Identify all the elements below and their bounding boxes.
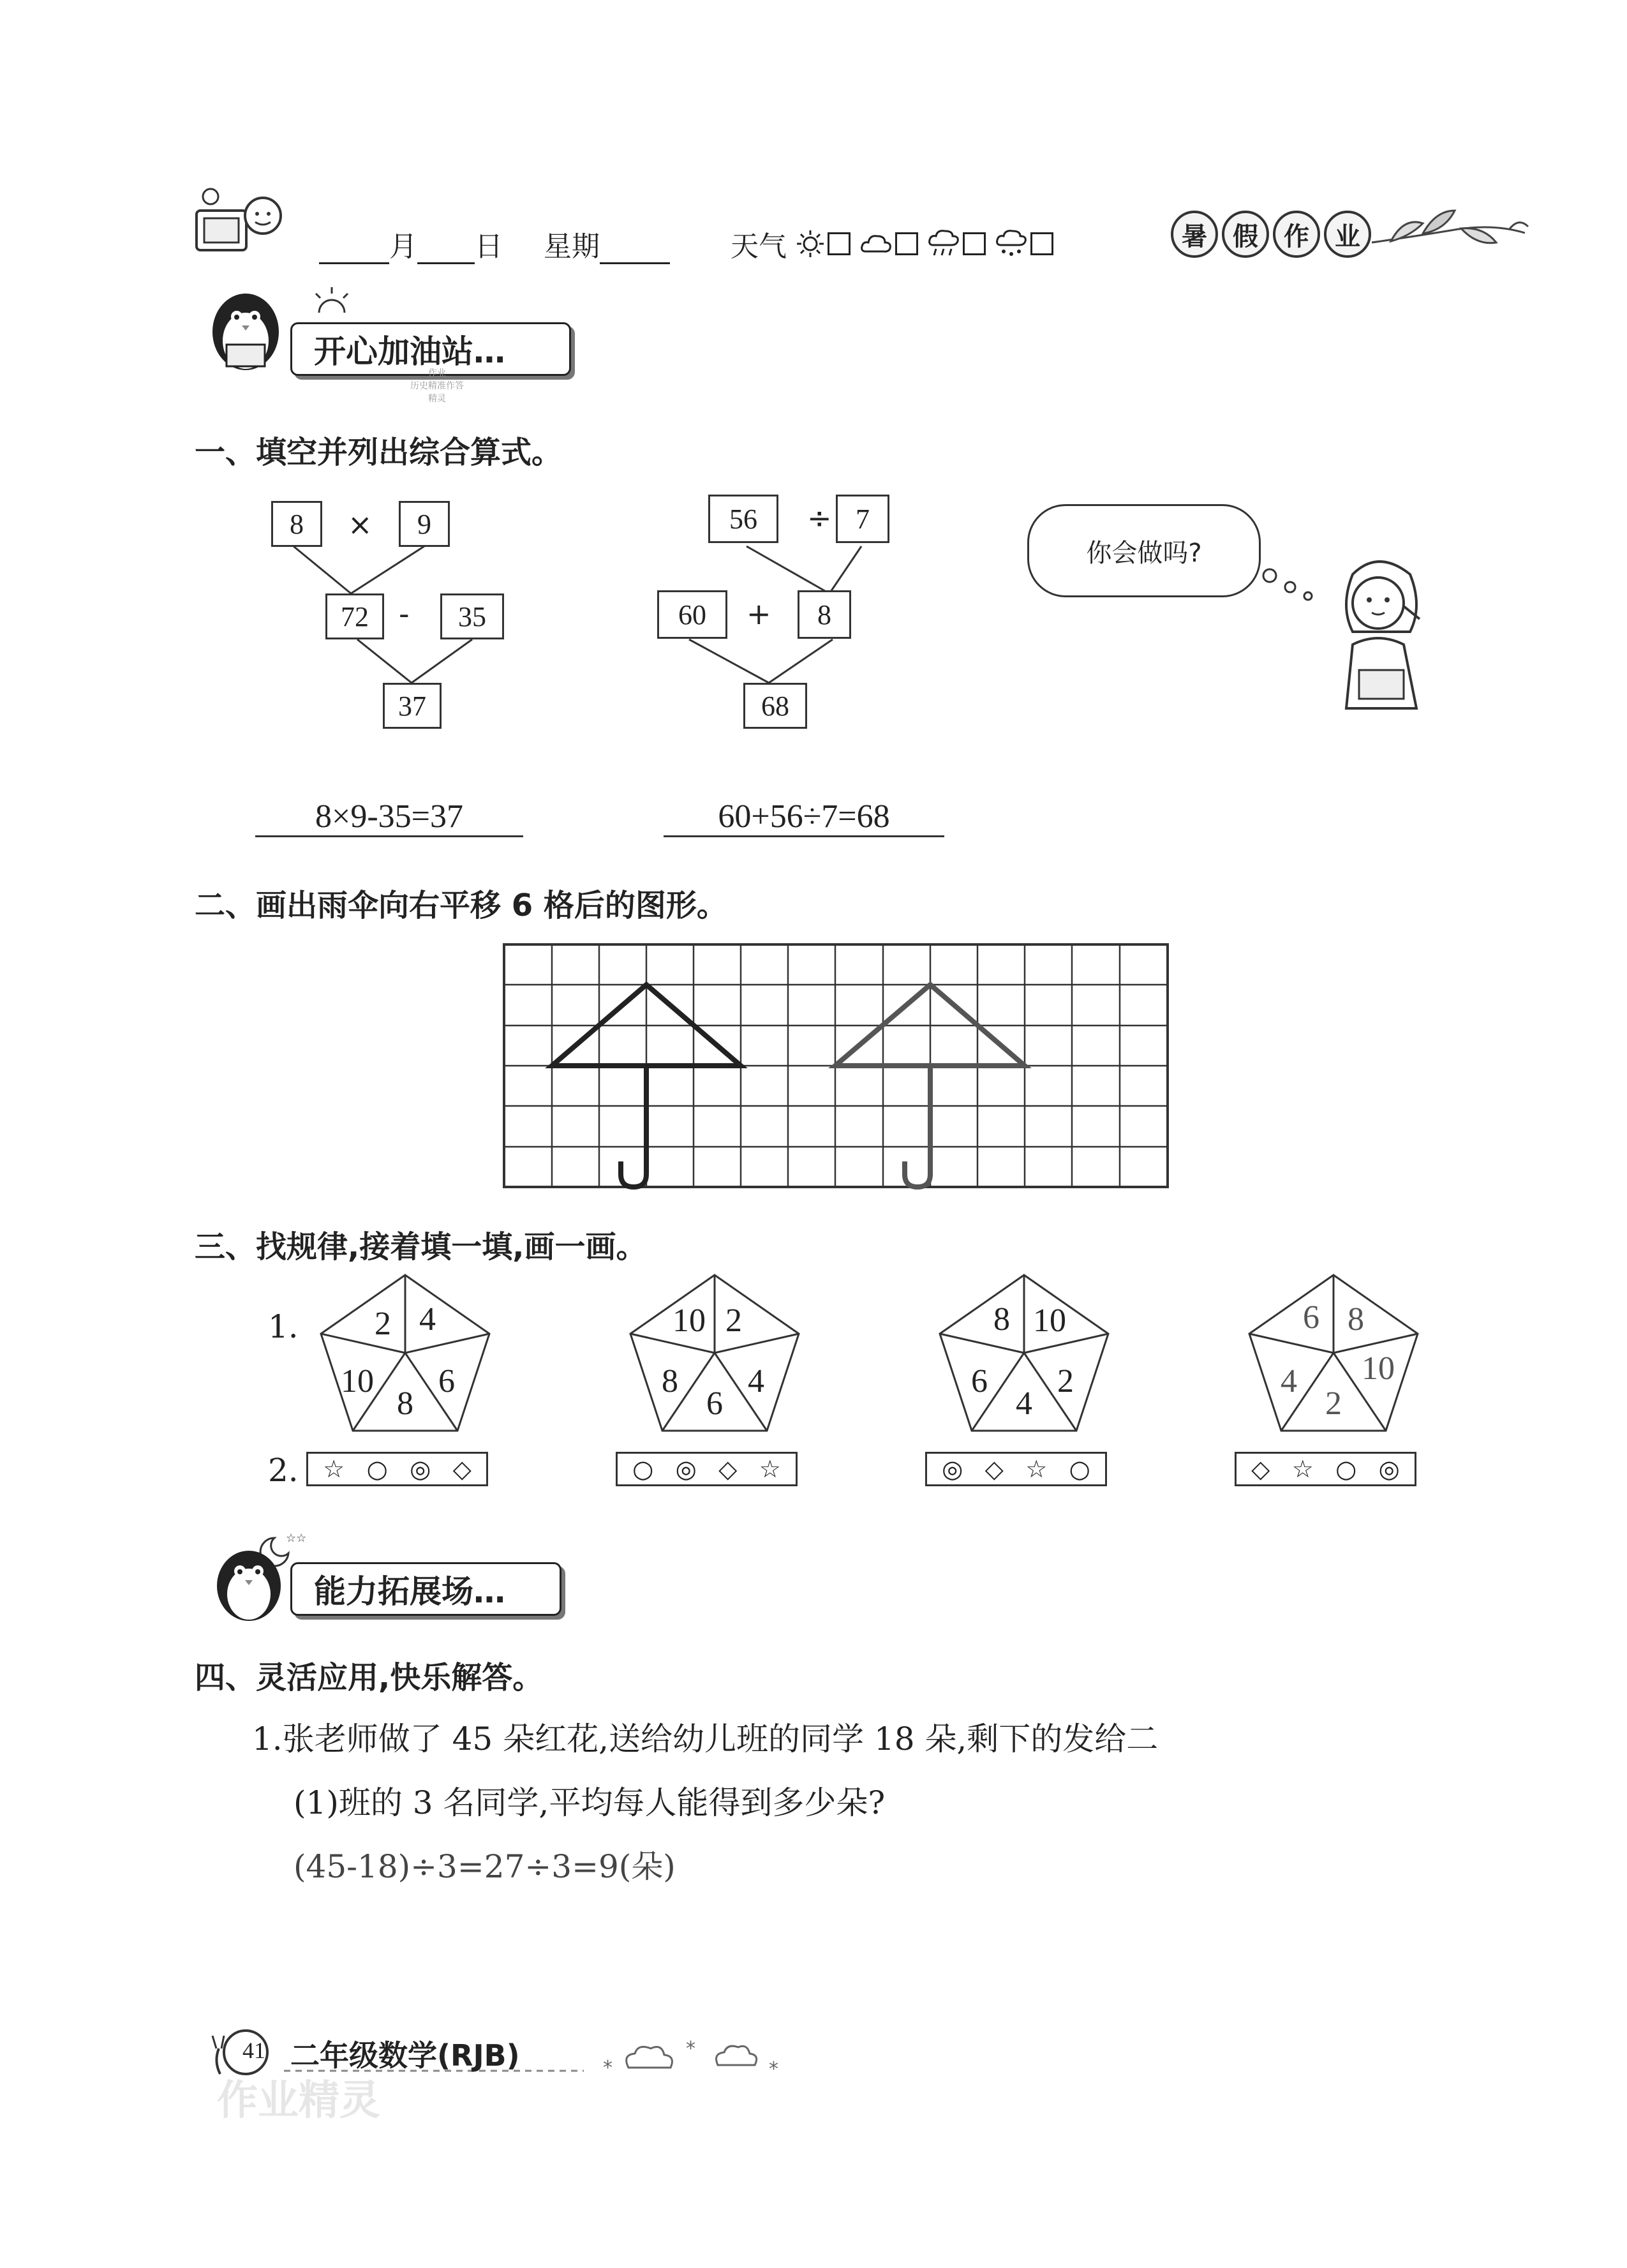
snow-checkbox[interactable] [1030, 232, 1053, 255]
svg-text:*: * [686, 2038, 695, 2060]
formula-answer[interactable]: 8×9-35=37 [255, 798, 523, 837]
pentagon-number[interactable]: 10 [1033, 1302, 1066, 1339]
shape-symbol: ◇ [984, 1455, 1004, 1483]
shape-symbol: ◇ [452, 1455, 472, 1483]
penguin-reading-mascot [207, 287, 297, 383]
weather-label: 天气 [731, 230, 787, 263]
pentagon-1 [316, 1270, 494, 1436]
snow-option[interactable] [995, 228, 1053, 259]
stamp-line: 精灵 [428, 394, 446, 404]
badge-char: 暑 [1171, 211, 1218, 258]
weekday-blank[interactable] [600, 239, 670, 264]
answer-box[interactable]: 8 [271, 501, 322, 547]
thought-dots [1257, 568, 1321, 606]
sun-checkbox[interactable] [828, 232, 851, 255]
header-mascot [191, 185, 287, 268]
shape-symbol: ○ [366, 1455, 388, 1483]
operator: × [348, 507, 373, 542]
pentagon-number[interactable]: 8 [993, 1301, 1010, 1338]
badge-char: 业 [1324, 211, 1371, 258]
svg-text:*: * [769, 2058, 778, 2080]
shape-symbol: ☆ [323, 1455, 345, 1483]
sun-icon [796, 229, 825, 258]
sun-option[interactable] [796, 229, 851, 258]
answer-box[interactable]: 68 [743, 683, 807, 729]
pentagon-number[interactable]: 10 [341, 1363, 374, 1399]
shape-sequence-box[interactable] [925, 1452, 1107, 1486]
stamp-line: 历史精准作答 [410, 381, 464, 391]
shape-symbol: ☆ [759, 1455, 781, 1483]
question-4-title: 四、灵活应用,快乐解答。 [195, 1660, 544, 1696]
answer-box[interactable]: 7 [836, 495, 889, 543]
pentagon-number[interactable]: 4 [1016, 1385, 1032, 1422]
day-label: 日 [475, 230, 503, 263]
girl-thinking-icon [1314, 549, 1442, 715]
operator: - [399, 597, 410, 631]
shape-symbol: ◇ [718, 1455, 738, 1483]
shape-symbol: ◎ [675, 1455, 697, 1483]
rain-icon [927, 228, 960, 259]
problem-text-line-1: 1.张老师做了 45 朵红花,送给幼儿班的同学 18 朵,剩下的发给二 [252, 1720, 1159, 1757]
operator: + [747, 597, 771, 631]
cloud-option[interactable] [859, 231, 918, 257]
pentagon-number[interactable]: 4 [419, 1301, 436, 1338]
pentagon-number[interactable]: 8 [397, 1385, 413, 1422]
shape-symbol: ☆ [1025, 1455, 1048, 1483]
leaf-vine-icon [1365, 191, 1531, 262]
rain-option[interactable] [927, 228, 986, 259]
pentagon-number[interactable]: 4 [748, 1363, 764, 1399]
snow-icon [995, 228, 1028, 259]
watermark-text: 作业精灵 [217, 2077, 380, 2124]
pentagon-number[interactable]: 2 [1325, 1385, 1342, 1422]
month-blank[interactable] [319, 239, 389, 264]
pentagon-number[interactable]: 6 [971, 1363, 988, 1399]
pentagon-number[interactable]: 10 [1362, 1350, 1395, 1387]
question-3-title: 三、找规律,接着填一填,画一画。 [195, 1229, 647, 1265]
problem-answer[interactable]: (45-18)÷3=27÷3=9(朵) [293, 1848, 676, 1885]
answer-box[interactable]: 72 [325, 593, 384, 639]
shape-symbol: ○ [632, 1455, 654, 1483]
watermark-stamp [402, 367, 472, 431]
section-banner-ability-expansion [290, 1562, 561, 1616]
pentagon-number[interactable]: 2 [1057, 1363, 1074, 1399]
pentagon-number[interactable]: 4 [1281, 1363, 1297, 1399]
pentagon-number[interactable]: 10 [672, 1302, 706, 1339]
pentagon-3 [935, 1270, 1113, 1436]
problem-text-line-2: (1)班的 3 名同学,平均每人能得到多少朵? [293, 1784, 886, 1821]
thought-bubble-text: 你会做吗? [1086, 538, 1202, 568]
umbrella-grid [498, 938, 1174, 1193]
answer-box[interactable]: 37 [383, 683, 442, 729]
month-label: 月 [389, 230, 417, 263]
shape-symbol: ◎ [410, 1455, 431, 1483]
shape-symbol: ◎ [942, 1455, 963, 1483]
answer-box[interactable]: 35 [440, 593, 504, 639]
section-banner-title: 开心加油站… [314, 333, 505, 370]
shape-sequence-box [616, 1452, 798, 1486]
pentagon-number[interactable]: 8 [662, 1363, 678, 1399]
svg-text:☆☆: ☆☆ [286, 1532, 306, 1545]
badge-char: 作 [1273, 211, 1320, 258]
svg-text:*: * [603, 2057, 613, 2079]
cloud-icon [859, 231, 893, 257]
shape-sequence-box[interactable] [1235, 1452, 1416, 1486]
sunrise-icon [306, 284, 357, 316]
operator: ÷ [807, 501, 832, 535]
penguin-icon [207, 287, 297, 383]
question-2-title: 二、画出雨伞向右平移 6 格后的图形。 [195, 888, 727, 923]
weekday-label: 星期 [544, 230, 600, 263]
thought-bubble [1027, 504, 1261, 597]
holiday-homework-badge [1171, 211, 1371, 258]
section-banner-title: 能力拓展场… [314, 1573, 505, 1610]
page-number: 41 [242, 2038, 265, 2063]
sun-small-decoration [306, 284, 357, 318]
stamp-line: 作业 [428, 368, 446, 378]
shape-symbol: ◇ [1251, 1455, 1270, 1483]
answer-box[interactable]: 60 [657, 590, 727, 639]
leaf-vine-decoration [1365, 191, 1531, 264]
book-title: 二年级数学(RJB) [290, 2038, 520, 2073]
shape-sequence-box [306, 1452, 488, 1486]
shape-symbol: ○ [1335, 1455, 1357, 1483]
question-1-title: 一、填空并列出综合算式。 [195, 435, 563, 470]
pentagon-2 [625, 1270, 804, 1436]
pentagon-number[interactable]: 2 [375, 1306, 391, 1342]
pentagon-number[interactable]: 8 [1348, 1301, 1364, 1338]
weather-line [731, 223, 1053, 264]
pentagon-number[interactable]: 6 [438, 1363, 455, 1399]
pentagon-number[interactable]: 6 [1303, 1299, 1319, 1336]
pentagon-4 [1244, 1270, 1423, 1436]
shape-symbol: ◎ [1378, 1455, 1400, 1483]
shape-symbol: ☆ [1291, 1455, 1314, 1483]
row-1-label: 1. [268, 1308, 299, 1345]
pentagon-number[interactable]: 6 [706, 1385, 723, 1422]
rain-checkbox[interactable] [963, 232, 986, 255]
shape-symbol: ○ [1069, 1455, 1090, 1483]
pentagon-number[interactable]: 2 [725, 1302, 742, 1339]
kid-computer-icon [191, 185, 287, 268]
formula-answer[interactable]: 60+56÷7=68 [664, 798, 944, 837]
day-blank[interactable] [417, 239, 475, 264]
answer-box[interactable]: 56 [708, 495, 778, 543]
row-2-label: 2. [268, 1452, 299, 1489]
answer-box[interactable]: 9 [399, 501, 450, 547]
badge-char: 假 [1222, 211, 1269, 258]
answer-box[interactable]: 8 [798, 590, 851, 639]
cloud-checkbox[interactable] [895, 232, 918, 255]
date-line [319, 223, 670, 264]
